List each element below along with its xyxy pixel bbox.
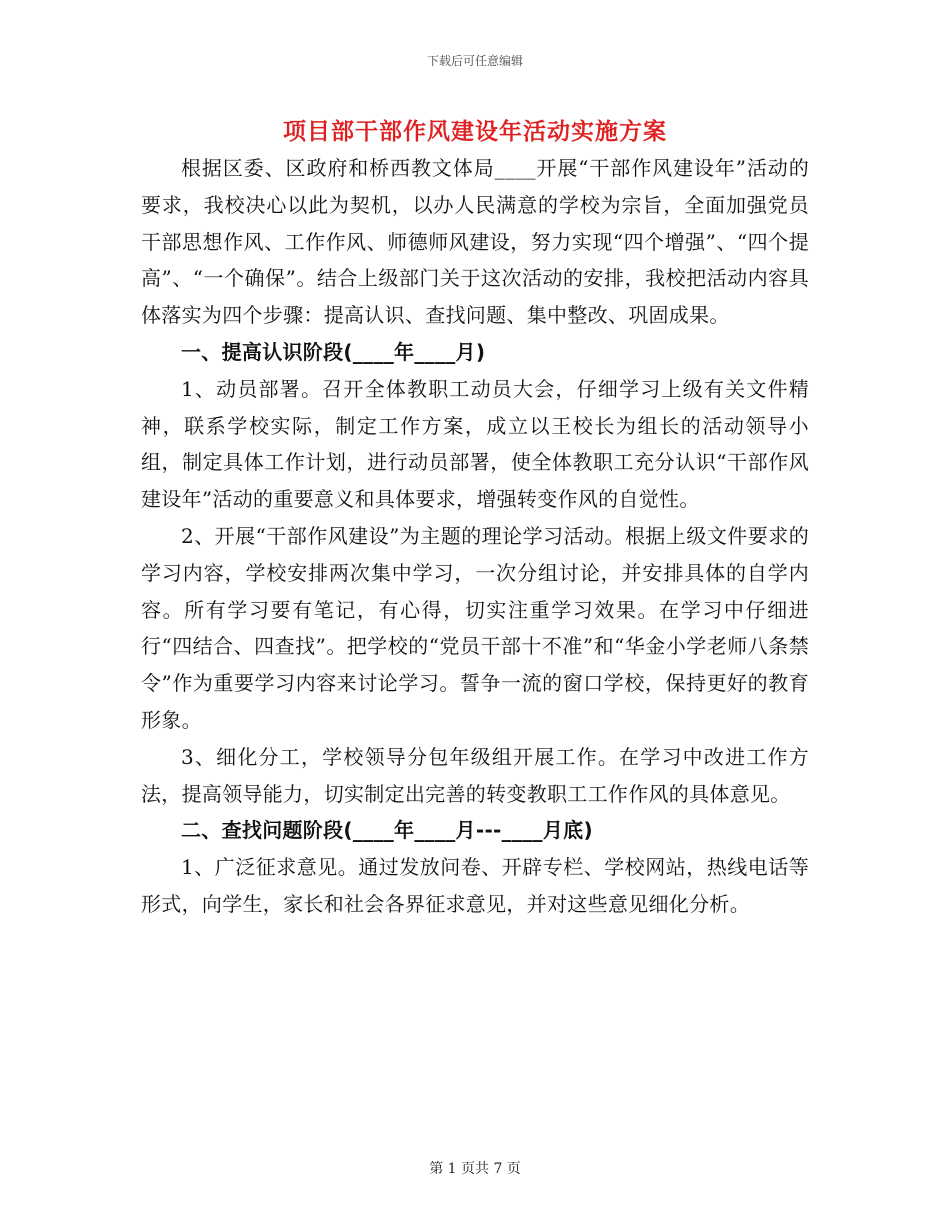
- paragraph-1-1: 1、动员部署。召开全体教职工动员大会，仔细学习上级有关文件精神，联系学校实际，制定工作方案，成立以王校长为组长的活动领导小组，制定具体工作计划，进行动员部署，使全体教职工充分认识“干部作风建设年”活动的重要意义和具体要求，增强转变作风的自觉性。: [141, 376, 809, 512]
- section-heading-1: 一、提高认识阶段(____年____月): [181, 339, 486, 364]
- document-body: [141, 150, 809, 923]
- document-title: 项目部干部作风建设年活动实施方案: [283, 119, 667, 145]
- page-footer: 第 1 页共 7 页: [429, 1161, 521, 1177]
- section-heading-2: 二、查找问题阶段(____年____月---____月底): [181, 818, 593, 843]
- header-note: 下载后可任意编辑: [426, 54, 523, 68]
- paragraph-2-1: 1、广泛征求意见。通过发放问卷、开辟专栏、学校网站，热线电话等形式，向学生，家长和社会各界征求意见，并对这些意见细化分析。: [141, 855, 809, 916]
- paragraph-intro: 根据区委、区政府和桥西教文体局____开展“干部作风建设年”活动的要求，我校决心以此为契机，以办人民满意的学校为宗旨，全面加强党员干部思想作风、工作作风、师德师风建设，努力实现“四个增强”、“四个提高”、“一个确保”。结合上级部门关于这次活动的安排，我校把活动内容具体落实为四个步骤：提高认识、查找问题、集中整改、巩固成果。: [141, 156, 809, 328]
- paragraph-1-3: 3、细化分工，学校领导分包年级组开展工作。在学习中改进工作方法，提高领导能力，切实制定出完善的转变教职工工作作风的具体意见。: [141, 744, 809, 806]
- paragraph-1-2: 2、开展“干部作风建设”为主题的理论学习活动。根据上级文件要求的学习内容，学校安排两次集中学习，一次分组讨论，并安排具体的自学内容。所有学习要有笔记，有心得，切实注重学习效果。在学习中仔细进行“四结合、四查找”。把学校的“党员干部十不准”和“华金小学老师八条禁令”作为重要学习内容来讨论学习。誓争一流的窗口学校，保持更好的教育形象。: [141, 523, 809, 732]
